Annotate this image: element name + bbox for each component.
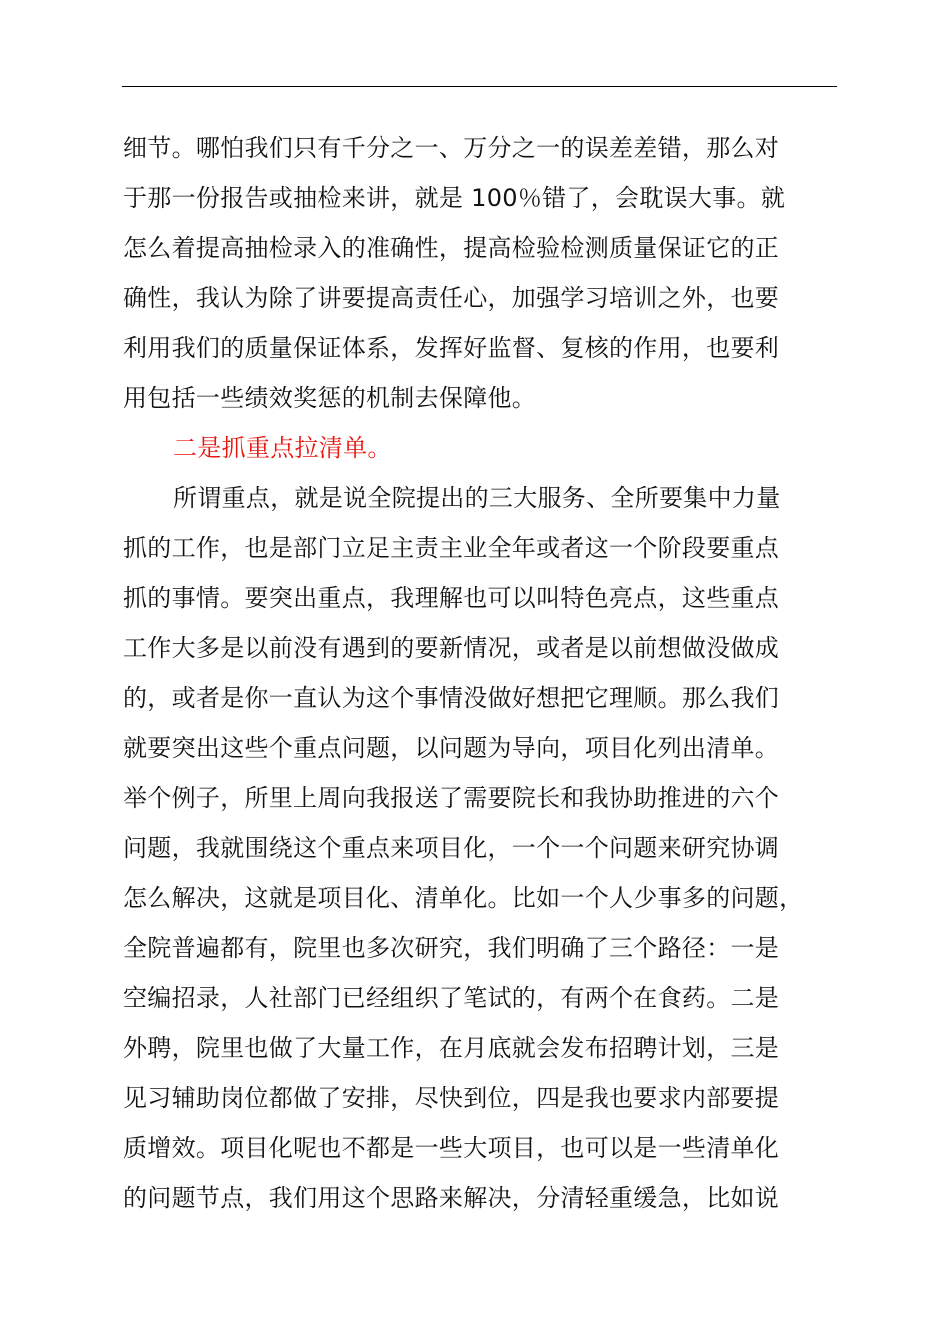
text-line: 细节。哪怕我们只有千分之一、万分之一的误差差错，那么对 xyxy=(123,134,780,162)
text-line: 问题，我就围绕这个重点来项目化，一个一个问题来研究协调 xyxy=(123,834,780,862)
text-line: 抓的工作，也是部门立足主责主业全年或者这一个阶段要重点 xyxy=(123,534,780,562)
text-line: 的，或者是你一直认为这个事情没做好想把它理顺。那么我们 xyxy=(123,684,780,712)
text-line: 工作大多是以前没有遇到的要新情况，或者是以前想做没做成 xyxy=(123,634,780,662)
text-line: 用包括一些绩效奖惩的机制去保障他。 xyxy=(123,384,537,412)
text-line: 抓的事情。要突出重点，我理解也可以叫特色亮点，这些重点 xyxy=(123,584,780,612)
text-line: 空编招录，人社部门已经组织了笔试的，有两个在食药。二是 xyxy=(123,984,780,1012)
text-line: 质增效。项目化呢也不都是一些大项目，也可以是一些清单化 xyxy=(123,1134,780,1162)
text-line: 确性，我认为除了讲要提高责任心，加强学习培训之外，也要 xyxy=(123,284,780,312)
text-line: 的问题节点，我们用这个思路来解决，分清轻重缓急，比如说 xyxy=(123,1184,780,1212)
text-line: 怎么解决，这就是项目化、清单化。比如一个人少事多的问题， xyxy=(123,884,804,912)
text-line: 利用我们的质量保证体系，发挥好监督、复核的作用，也要利 xyxy=(123,334,780,362)
text-line: 外聘，院里也做了大量工作，在月底就会发布招聘计划，三是 xyxy=(123,1034,780,1062)
text-line: 所谓重点，就是说全院提出的三大服务、全所要集中力量 xyxy=(173,484,781,512)
text-line: 全院普遍都有，院里也多次研究，我们明确了三个路径：一是 xyxy=(123,934,780,962)
text-line: 就要突出这些个重点问题，以问题为导向，项目化列出清单。 xyxy=(123,734,780,762)
text-line: 举个例子，所里上周向我报送了需要院长和我协助推进的六个 xyxy=(123,784,780,812)
text-line: 见习辅助岗位都做了安排，尽快到位，四是我也要求内部要提 xyxy=(123,1084,780,1112)
text-line: 于那一份报告或抽检来讲，就是 100％错了，会耽误大事。就 xyxy=(123,184,786,212)
text-line: 怎么着提高抽检录入的准确性，提高检验检测质量保证它的正 xyxy=(123,234,780,262)
section-heading: 二是抓重点拉清单。 xyxy=(173,434,392,462)
header-rule xyxy=(122,86,837,87)
